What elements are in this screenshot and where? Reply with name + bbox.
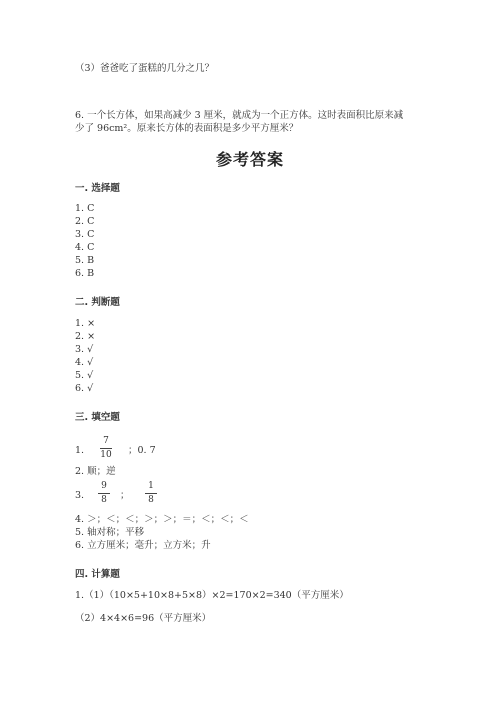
list-item: 5. √ — [75, 370, 94, 381]
calc-answer-2: （2）4×4×6=96（平方厘米） — [75, 613, 212, 624]
fill-answer-1-prefix: 1. — [75, 445, 85, 456]
fraction-denominator: 10 — [100, 450, 112, 460]
calc-answer-1: 1.（1）（10×5+10×8+5×8）×2=170×2=340（平方厘米） — [75, 590, 349, 601]
fraction-numerator: 9 — [101, 481, 107, 491]
list-item: 2. × — [75, 331, 96, 342]
section-heading-fill: 三. 填空题 — [75, 412, 120, 423]
list-item: 1. C — [75, 203, 95, 214]
list-item: 3. C — [75, 229, 95, 240]
fraction-numerator: 7 — [103, 436, 109, 446]
list-item: 2. C — [75, 216, 95, 227]
fill-answer-3-prefix: 3. — [75, 490, 85, 501]
question-6-line-2: 少了 96cm²。原来长方体的表面积是多少平方厘米？ — [75, 123, 299, 134]
fraction-numerator: 1 — [148, 481, 154, 491]
fill-answer-3-separator: ； — [120, 490, 130, 501]
section-heading-calculation: 四. 计算题 — [75, 569, 120, 580]
list-item: 6. √ — [75, 383, 94, 394]
fraction-bar — [98, 493, 110, 494]
fraction-9-8 — [98, 481, 110, 506]
question-6-line-1: 6. 一个长方体，如果高减少 3 厘米，就成为一个正方体。这时表面积比原来减 — [75, 110, 404, 121]
list-item: 3. √ — [75, 344, 94, 355]
fraction-denominator: 8 — [101, 495, 107, 505]
fill-answer-1-suffix: ；0. 7 — [128, 445, 156, 456]
list-item: 5. B — [75, 255, 95, 266]
fill-answer-2: 2. 顺；逆 — [75, 466, 116, 477]
list-item: 4. √ — [75, 357, 94, 368]
fill-answer-5: 5. 轴对称；平移 — [75, 527, 145, 538]
section-heading-judgement: 二. 判断题 — [75, 297, 120, 308]
question-3: （3）爸爸吃了蛋糕的几分之几？ — [75, 63, 215, 74]
fill-answer-4: 4. ＞；＜；＜；＞；＞；＝；＜；＜；＜ — [75, 514, 249, 525]
fraction-denominator: 8 — [148, 495, 154, 505]
list-item: 4. C — [75, 242, 95, 253]
list-item: 1. × — [75, 318, 96, 329]
list-item: 6. B — [75, 268, 95, 279]
section-heading-choice: 一. 选择题 — [75, 183, 120, 194]
fill-answer-6: 6. 立方厘米；毫升；立方米；升 — [75, 540, 211, 551]
fraction-bar — [100, 448, 112, 449]
page-title: 参考答案 — [215, 150, 284, 169]
fraction-bar — [145, 493, 157, 494]
fraction-1-8 — [145, 481, 157, 506]
fraction-7-10 — [100, 436, 112, 461]
